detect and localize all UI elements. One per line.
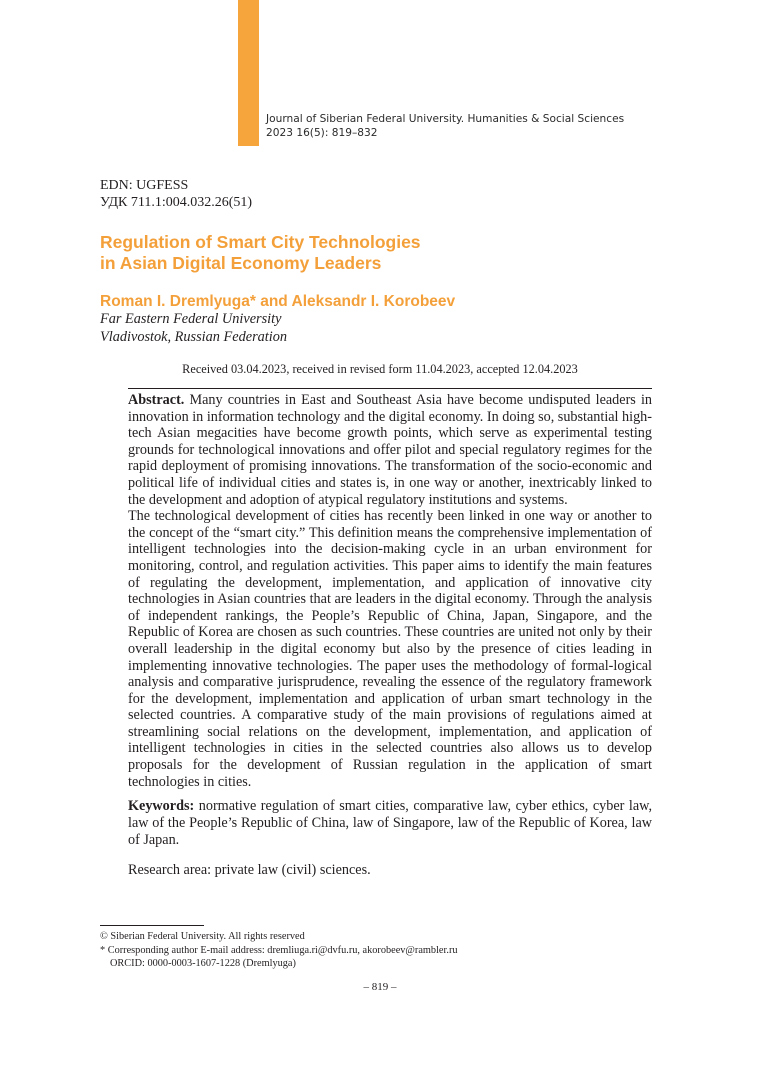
research-area: Research area: private law (civil) sciences. [128, 862, 371, 878]
corresponding-author-note: * Corresponding author E-mail address: dremliuga.ri@dvfu.ru, akorobeev@rambler.ru [100, 944, 458, 956]
udk-code: УДК 711.1:004.032.26(51) [100, 195, 253, 210]
affiliation-institution: Far Eastern Federal University [100, 311, 282, 327]
affiliation-location: Vladivostok, Russian Federation [100, 328, 288, 345]
title-line-2: in Asian Digital Economy Leaders [100, 253, 382, 273]
authors: Roman I. Dremlyuga* and Aleksandr I. Korobeev [100, 293, 456, 310]
journal-accent-bar [238, 0, 259, 146]
footnotes [100, 930, 458, 971]
orcid-note: ORCID: 0000-0003-1607-1228 (Dremlyuga) [110, 958, 296, 969]
keywords [128, 798, 652, 849]
edn-code: EDN: UGFESS [100, 178, 189, 193]
journal-header [266, 112, 624, 140]
article-title [100, 232, 660, 274]
keywords-label: Keywords: [128, 798, 195, 814]
journal-issue: 2023 16(5): 819–832 [266, 127, 378, 139]
copyright-note: © Siberian Federal University. All rights reserved [100, 931, 305, 942]
abstract-label: Abstract. [128, 392, 185, 408]
page-number: – 819 – [363, 981, 397, 993]
title-line-1: Regulation of Smart City Technologies [100, 232, 421, 252]
keywords-text: normative regulation of smart cities, comparative law, cyber ethics, cyber law, law of the People’s Republic of China, law of Singapore, law of the Republic of Korea, law of Japan. [128, 798, 652, 848]
abstract [128, 392, 652, 790]
journal-name: Journal of Siberian Federal University. Humanities & Social Sciences [266, 113, 625, 125]
affiliation [100, 311, 287, 346]
abstract-paragraph-2: The technological development of cities has recently been linked in one way or another to the concept of the “smart city.” This definition means the comprehensive implementation of intelligent technologies into the decision-making cycle in an urban environment for monitoring, control, and regulation activities. This paper aims to identify the main features of regulating the development, implementation, and application of innovative city technologies in Asian countries that are leaders in the digital economy. Through the analysis of independent rankings, the People’s Republic of China, Japan, Singapore, and the Republic of Korea are chosen as such countries. These countries are united not only by their overall leadership in the digital economy but also by the presence of cities leading in implementing innovative technologies. The paper uses the methodology of formal-logical analysis and comparative jurisprudence, revealing the essence of the regulatory framework for the development, implementation and application of urban smart technology in the selected countries. A comparative study of the main provisions of regulations aimed at streamlining social relations on the development, implementation, and application of intelligent technologies in cities in the selected countries also allows us to develop proposals for the development of Russian regulation in the application of smart technologies in cities. [128, 508, 652, 790]
abstract-text-1: Many countries in East and Southeast Asia have become undisputed leaders in innovation in information technology and the digital economy. In doing so, substantial high-tech Asian megacities have become growth points, which serve as experimental testing grounds for technological innovations and offer pilot and special regulatory regimes for the rapid deployment of promising innovations. The transformation of the socio-economic and political life of individual cities and states is, in one way or another, inextricably linked to the development and adoption of atypical regulatory institutions and systems. [128, 392, 653, 508]
footnote-divider [100, 925, 204, 926]
abstract-divider [128, 388, 652, 389]
abstract-paragraph-1 [128, 392, 652, 508]
article-identifiers [100, 177, 252, 211]
received-dates: Received 03.04.2023, received in revised form 11.04.2023, accepted 12.04.2023 [182, 362, 578, 376]
